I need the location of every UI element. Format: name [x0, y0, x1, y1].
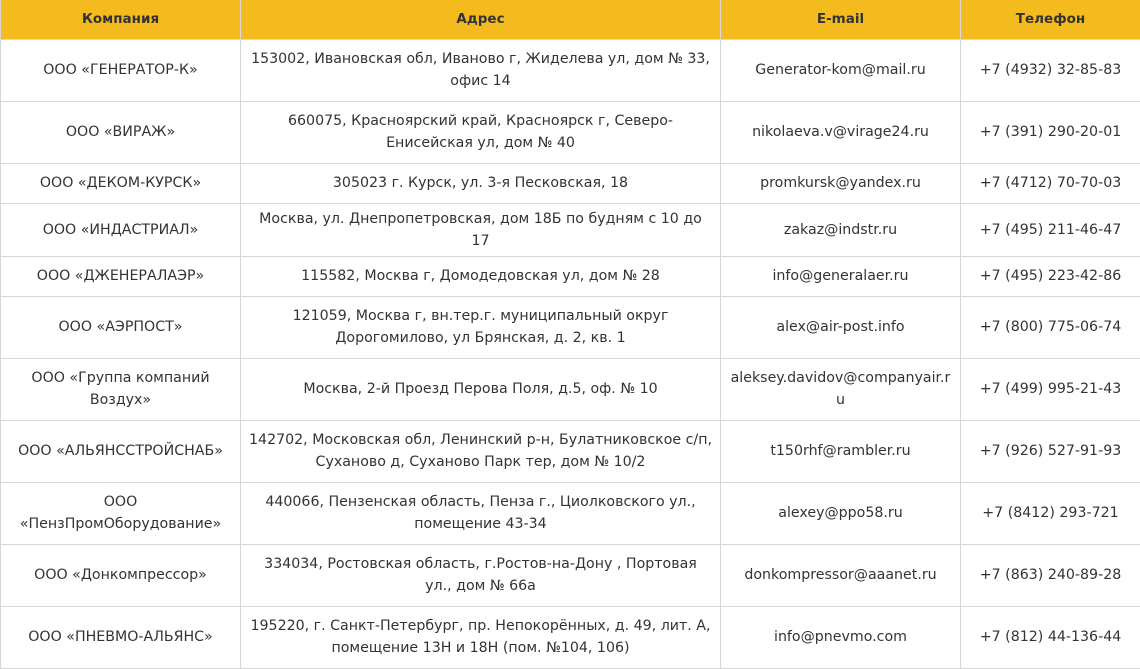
email-cell[interactable]: info@pnevmo.com — [721, 606, 961, 668]
table-row — [1, 544, 1140, 606]
address-cell: 440066, Пензенская область, Пенза г., Циолковского ул., помещение 43-34 — [241, 482, 721, 544]
company-cell: ООО «Группа компаний Воздух» — [1, 358, 241, 420]
header-phone: Телефон — [961, 0, 1140, 39]
header-company: Компания — [1, 0, 241, 39]
table-row — [1, 606, 1140, 668]
email-cell[interactable]: alex@air-post.info — [721, 296, 961, 358]
email-cell[interactable]: info@generalaer.ru — [721, 256, 961, 296]
table-row — [1, 358, 1140, 420]
company-cell: ООО «ГЕНЕРАТОР-К» — [1, 39, 241, 101]
email-cell[interactable]: nikolaeva.v@virage24.ru — [721, 101, 961, 163]
table-row — [1, 256, 1140, 296]
table-row — [1, 420, 1140, 482]
table-row — [1, 203, 1140, 256]
address-cell: 660075, Красноярский край, Красноярск г, Северо-Енисейская ул, дом № 40 — [241, 101, 721, 163]
table-row — [1, 39, 1140, 101]
email-cell[interactable]: donkompressor@aaanet.ru — [721, 544, 961, 606]
company-cell: ООО «ДЕКОМ-КУРСК» — [1, 163, 241, 203]
address-cell: 153002, Ивановская обл, Иваново г, Жиделева ул, дом № 33, офис 14 — [241, 39, 721, 101]
table-row — [1, 163, 1140, 203]
email-cell[interactable]: alexey@ppo58.ru — [721, 482, 961, 544]
address-cell: Москва, ул. Днепропетровская, дом 18Б по будням с 10 до 17 — [241, 203, 721, 256]
email-cell[interactable]: promkursk@yandex.ru — [721, 163, 961, 203]
email-cell[interactable]: zakaz@indstr.ru — [721, 203, 961, 256]
company-cell: ООО «ПензПромОборудование» — [1, 482, 241, 544]
address-cell: 121059, Москва г, вн.тер.г. муниципальный округ Дорогомилово, ул Брянская, д. 2, кв. 1 — [241, 296, 721, 358]
address-cell: Москва, 2-й Проезд Перова Поля, д.5, оф. № 10 — [241, 358, 721, 420]
phone-cell[interactable]: +7 (4932) 32-85-83 — [961, 39, 1140, 101]
email-cell[interactable]: aleksey.davidov@companyair.ru — [721, 358, 961, 420]
table-header — [1, 0, 1140, 39]
company-cell: ООО «ИНДАСТРИАЛ» — [1, 203, 241, 256]
header-row — [1, 0, 1140, 39]
table-row — [1, 101, 1140, 163]
table-body — [1, 39, 1140, 668]
phone-cell[interactable]: +7 (800) 775-06-74 — [961, 296, 1140, 358]
email-cell[interactable]: t150rhf@rambler.ru — [721, 420, 961, 482]
phone-cell[interactable]: +7 (391) 290-20-01 — [961, 101, 1140, 163]
table-row — [1, 482, 1140, 544]
company-cell: ООО «АЛЬЯНССТРОЙСНАБ» — [1, 420, 241, 482]
header-address: Адрес — [241, 0, 721, 39]
address-cell: 195220, г. Санкт-Петербург, пр. Непокорённых, д. 49, лит. А, помещение 13Н и 18Н (пом. №104, 106) — [241, 606, 721, 668]
company-cell: ООО «ВИРАЖ» — [1, 101, 241, 163]
phone-cell[interactable]: +7 (863) 240-89-28 — [961, 544, 1140, 606]
company-cell: ООО «АЭРПОСТ» — [1, 296, 241, 358]
table-row — [1, 296, 1140, 358]
company-cell: ООО «Донкомпрессор» — [1, 544, 241, 606]
phone-cell[interactable]: +7 (4712) 70-70-03 — [961, 163, 1140, 203]
company-cell: ООО «ДЖЕНЕРАЛАЭР» — [1, 256, 241, 296]
email-cell[interactable]: Generator-kom@mail.ru — [721, 39, 961, 101]
address-cell: 334034, Ростовская область, г.Ростов-на-Дону , Портовая ул., дом № 66а — [241, 544, 721, 606]
phone-cell[interactable]: +7 (499) 995-21-43 — [961, 358, 1140, 420]
phone-cell[interactable]: +7 (8412) 293-721 — [961, 482, 1140, 544]
address-cell: 305023 г. Курск, ул. 3-я Песковская, 18 — [241, 163, 721, 203]
header-email: E-mail — [721, 0, 961, 39]
phone-cell[interactable]: +7 (495) 223-42-86 — [961, 256, 1140, 296]
phone-cell[interactable]: +7 (495) 211-46-47 — [961, 203, 1140, 256]
address-cell: 115582, Москва г, Домодедовская ул, дом № 28 — [241, 256, 721, 296]
phone-cell[interactable]: +7 (926) 527-91-93 — [961, 420, 1140, 482]
address-cell: 142702, Московская обл, Ленинский р-н, Булатниковское с/п, Суханово д, Суханово Парк тер, дом № 10/2 — [241, 420, 721, 482]
phone-cell[interactable]: +7 (812) 44-136-44 — [961, 606, 1140, 668]
company-cell: ООО «ПНЕВМО-АЛЬЯНС» — [1, 606, 241, 668]
